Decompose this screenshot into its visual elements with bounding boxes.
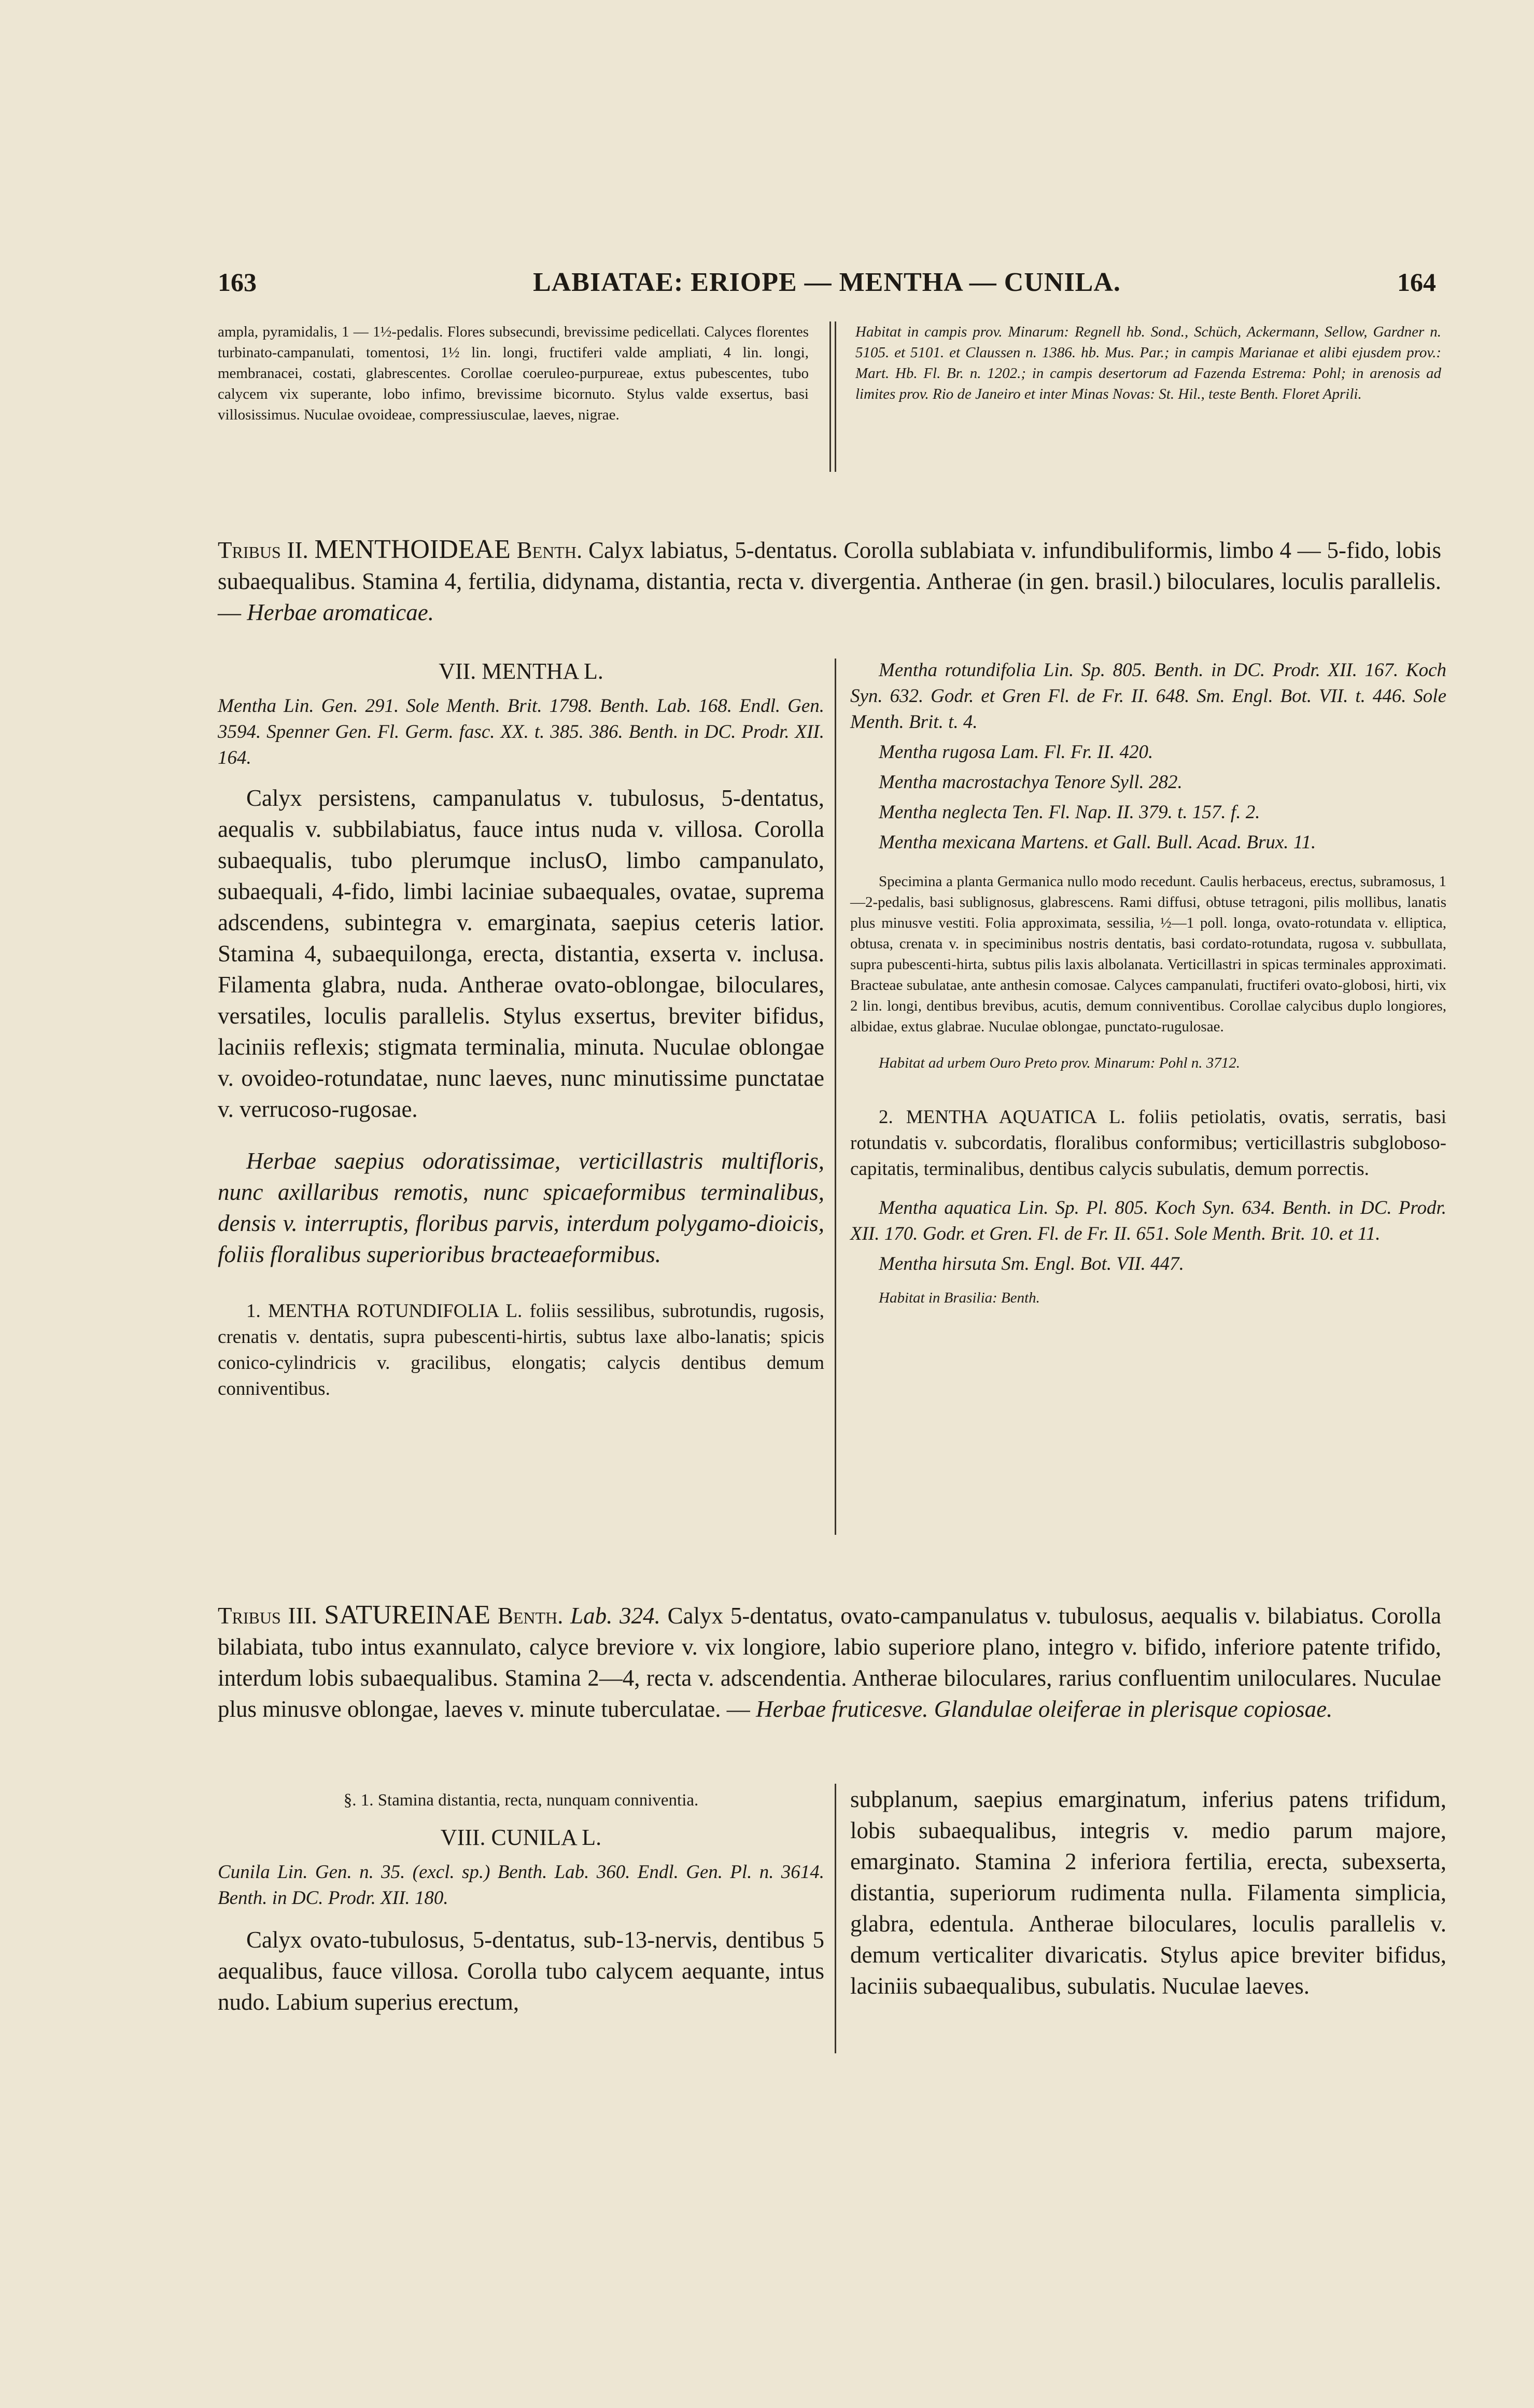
genus-description-continued: subplanum, saepius emarginatum, inferius patens trifidum, lobis subaequalibus, integris v. medio parum majore, emarginato. Stamina 2 inferiora fertilia, erecta, subexserta, distantia, superiorum rudimenta nulla. Filamenta simplicia, glabra, edentula. Antherae biloculares, loculis parallelis v. demum verticaliter divaricatis. Stylus apice breviter bifidus, laciniis subaequalibus, subulatis. Nuculae laeves.: [850, 1786, 1446, 1999]
column-divider-top: [829, 321, 831, 472]
species-aquatica: 2. MENTHA AQUATICA L. foliis petiolatis, ovatis, serratis, basi rotundatis v. subcordatis, floralibus conformibus; verticillastris subgloboso-capitatis, terminalibus, dentibus calycis subulatis, demum porrectis.: [850, 1107, 1446, 1180]
mentha-left-column: [218, 656, 824, 1402]
genus-heading: VII. MENTHA L.: [439, 659, 603, 684]
synonym-macrostachya: Mentha macrostachya Tenore Syll. 282.: [879, 772, 1183, 793]
genus-heading: VIII. CUNILA L.: [440, 1825, 602, 1850]
habitat-rotundifolia: Habitat ad urbem Ouro Preto prov. Minarum: Pohl n. 3712.: [879, 1055, 1241, 1071]
page-number-left: 163: [218, 268, 257, 297]
tribe-reference: Lab. 324.: [570, 1603, 660, 1629]
synonym-aquatica: Mentha aquatica Lin. Sp. Pl. 805. Koch Syn. 634. Benth. in DC. Prodr. XII. 170. Godr. et Gren. Fl. de Fr. II. 651. Sole Menth. Brit. 10. et 11.: [850, 1197, 1446, 1244]
species-note: Specimina a planta Germanica nullo modo recedunt. Caulis herbaceus, erectus, subramosus, 1—2-pedalis, basi sublignosus, glabrescens. Rami diffusi, obtuse tetragoni, pilis mollibus, lanatis plus minusve vestiti. Folia approximata, sessilia, ½—1 poll. longa, ovato-rotundata v. elliptica, obtusa, crenata v. in speciminibus nostris dentatis, basi cordato-rotundata, rugosa v. subbullata, supra pubescenti-hirta, subtus pilis laxis albolanata. Verticillastri in spicas terminales approximati. Bracteae subulatae, ante anthesin comosae. Calyces campanulati, fructiferi ovato-globosi, hirti, vix 2 lin. longi, dentibus brevibus, acutis, demum conniventibus. Corollae calycibus duplo longiores, albidae, extus glabrae. Nuculae oblongae, punctato-rugulosae.: [850, 873, 1446, 1035]
synonym-rugosa: Mentha rugosa Lam. Fl. Fr. II. 420.: [879, 741, 1153, 763]
tribe-name: SATUREINAE: [324, 1600, 491, 1630]
page-number-right: 164: [1397, 268, 1436, 297]
genus-description-start: Calyx ovato-tubulosus, 5-dentatus, sub-13-nervis, dentibus 5 aequalibus, fauce villosa. Corolla tubo calycem aequante, intus nudo. Labium superius erectum,: [218, 1927, 824, 2015]
eriope-description-end: ampla, pyramidalis, 1 — 1½-pedalis. Flores subsecundi, brevissime pedicellati. Calyces florentes turbinato-campanulati, tomentosi, 1½ lin. longi, fructiferi valde ampliati, 4 lin. longi, membranacei, costati, glabrescentes. Corollae coeruleo-purpureae, extus pubescentes, tubo calycem vix superante, lobo infimo, brevissime bicornuto. Stylus valde exsertus, basi villosissimus. Nuculae ovoideae, compressiusculae, laeves, nigrae.: [218, 324, 809, 423]
tribe-characters: Calyx labiatus, 5-dentatus. Corolla sublabiata v. infundibuliformis, limbo 4 — 5-fido, lobis subaequalibus. Stamina 4, fertilia, didynama, distantia, recta v. divergentia. Antherae (in gen. brasil.) biloculares, loculis parallelis. —: [218, 537, 1442, 625]
habitat-aquatica: Habitat in Brasilia: Benth.: [879, 1290, 1040, 1306]
synonym-rotundifolia: Mentha rotundifolia Lin. Sp. 805. Benth. in DC. Prodr. XII. 167. Koch Syn. 632. Godr. et Gren Fl. de Fr. II. 648. Sm. Engl. Bot. VII. t. 446. Sole Menth. Brit. t. 4.: [850, 660, 1446, 733]
cunila-left-column: [218, 1789, 824, 2018]
column-divider-top-2: [835, 321, 836, 472]
tribe-satureinae: [218, 1600, 1441, 1725]
column-divider-middle: [835, 659, 836, 1535]
synonym-mexicana: Mentha mexicana Martens. et Gall. Bull. Acad. Brux. 11.: [879, 832, 1316, 853]
synonym-neglecta: Mentha neglecta Ten. Fl. Nap. II. 379. t. 157. f. 2.: [879, 802, 1260, 823]
genus-synonymy: Cunila Lin. Gen. n. 35. (excl. sp.) Benth. Lab. 360. Endl. Gen. Pl. n. 3614. Benth. in DC. Prodr. XII. 180.: [218, 1861, 824, 1909]
tribe-habit: Herbae aromaticae.: [247, 599, 434, 625]
column-divider-bottom: [835, 1784, 836, 2053]
tribe-label: Tribus II.: [218, 537, 308, 563]
tribe-menthoideae: [218, 534, 1441, 628]
species-rotundifolia: 1. MENTHA ROTUNDIFOLIA L. foliis sessilibus, subrotundis, rugosis, crenatis v. dentatis, supra pubescenti-hirtis, subtus laxe albo-lanatis; spicis conico-cylindricis v. gracilibus, elongatis; calycis dentibus demum conniventibus.: [218, 1300, 824, 1399]
section-heading: §. 1. Stamina distantia, recta, nunquam conniventia.: [343, 1791, 699, 1810]
tribe-label: Tribus III.: [218, 1603, 317, 1629]
tribe-characters: Calyx 5-dentatus, ovato-campanulatus v. tubulosus, aequalis v. bilabiatus. Corolla bilabiata, tubo intus exannulato, calyce breviore v. vix longiore, labio superiore plano, integro v. bifido, inferiore patente trifido, interdum lobis subaequalibus. Stamina 2—4, recta v. adscendentia. Antherae biloculares, rarius confluentim uniloculares. Nuculae plus minusve oblongae, laeves v. minute tuberculatae. —: [218, 1603, 1442, 1722]
page-title: LABIATAE: ERIOPE — MENTHA — CUNILA.: [533, 268, 1121, 297]
synonym-hirsuta: Mentha hirsuta Sm. Engl. Bot. VII. 447.: [879, 1253, 1184, 1275]
genus-habit: Herbae saepius odoratissimae, verticillastris multifloris, nunc axillaribus remotis, nunc spicaeformibus terminalibus, densis v. interruptis, floribus parvis, interdum polygamo-dioicis, foliis floralibus superioribus bracteaeformibus.: [218, 1148, 824, 1267]
tribe-author: Benth.: [516, 537, 583, 563]
tribe-author: Benth.: [497, 1603, 564, 1629]
genus-description: Calyx persistens, campanulatus v. tubulosus, 5-dentatus, aequalis v. subbilabiatus, fauce intus nuda v. villosa. Corolla subaequalis, tubo plerumque inclusO, limbo campanulato, subaequali, 4-fido, limbi laciniae subaequales, ovatae, suprema adscendens, subintegra v. emarginata, saepius ceteris latior. Stamina 4, subaequilonga, erecta, distantia, exserta v. inclusa. Filamenta glabra, nuda. Antherae ovato-oblongae, biloculares, versatiles, loculis parallelis. Stylus exsertus, breviter bifidus, laciniis reflexis; stigmata terminalia, minuta. Nuculae oblongae v. ovoideo-rotundatae, nunc laeves, nunc minutissime punctatae v. verrucoso-rugosae.: [218, 785, 824, 1122]
tribe-habit: Herbae fruticesve. Glandulae oleiferae in plerisque copiosae.: [756, 1696, 1333, 1722]
running-header: [218, 267, 1436, 298]
tribe-name: MENTHOIDEAE: [314, 535, 511, 564]
mentha-right-column: [850, 657, 1446, 1308]
eriope-habitat: Habitat in campis prov. Minarum: Regnell hb. Sond., Schüch, Ackermann, Sellow, Gardner n. 5105. et 5101. et Claussen n. 1386. hb. Mus. Par.; in campis Marianae et alibi ejusdem prov.: Mart. Hb. Fl. Br. n. 1202.; in campis desertorum ad Fazenda Estrema: Pohl; in arenosis ad limites prov. Rio de Janeiro et inter Minas Novas: St. Hil., teste Benth. Floret Aprili.: [855, 324, 1441, 402]
genus-synonymy: Mentha Lin. Gen. 291. Sole Menth. Brit. 1798. Benth. Lab. 168. Endl. Gen. 3594. Spenner Gen. Fl. Germ. fasc. XX. t. 385. 386. Benth. in DC. Prodr. XII. 164.: [218, 695, 824, 768]
